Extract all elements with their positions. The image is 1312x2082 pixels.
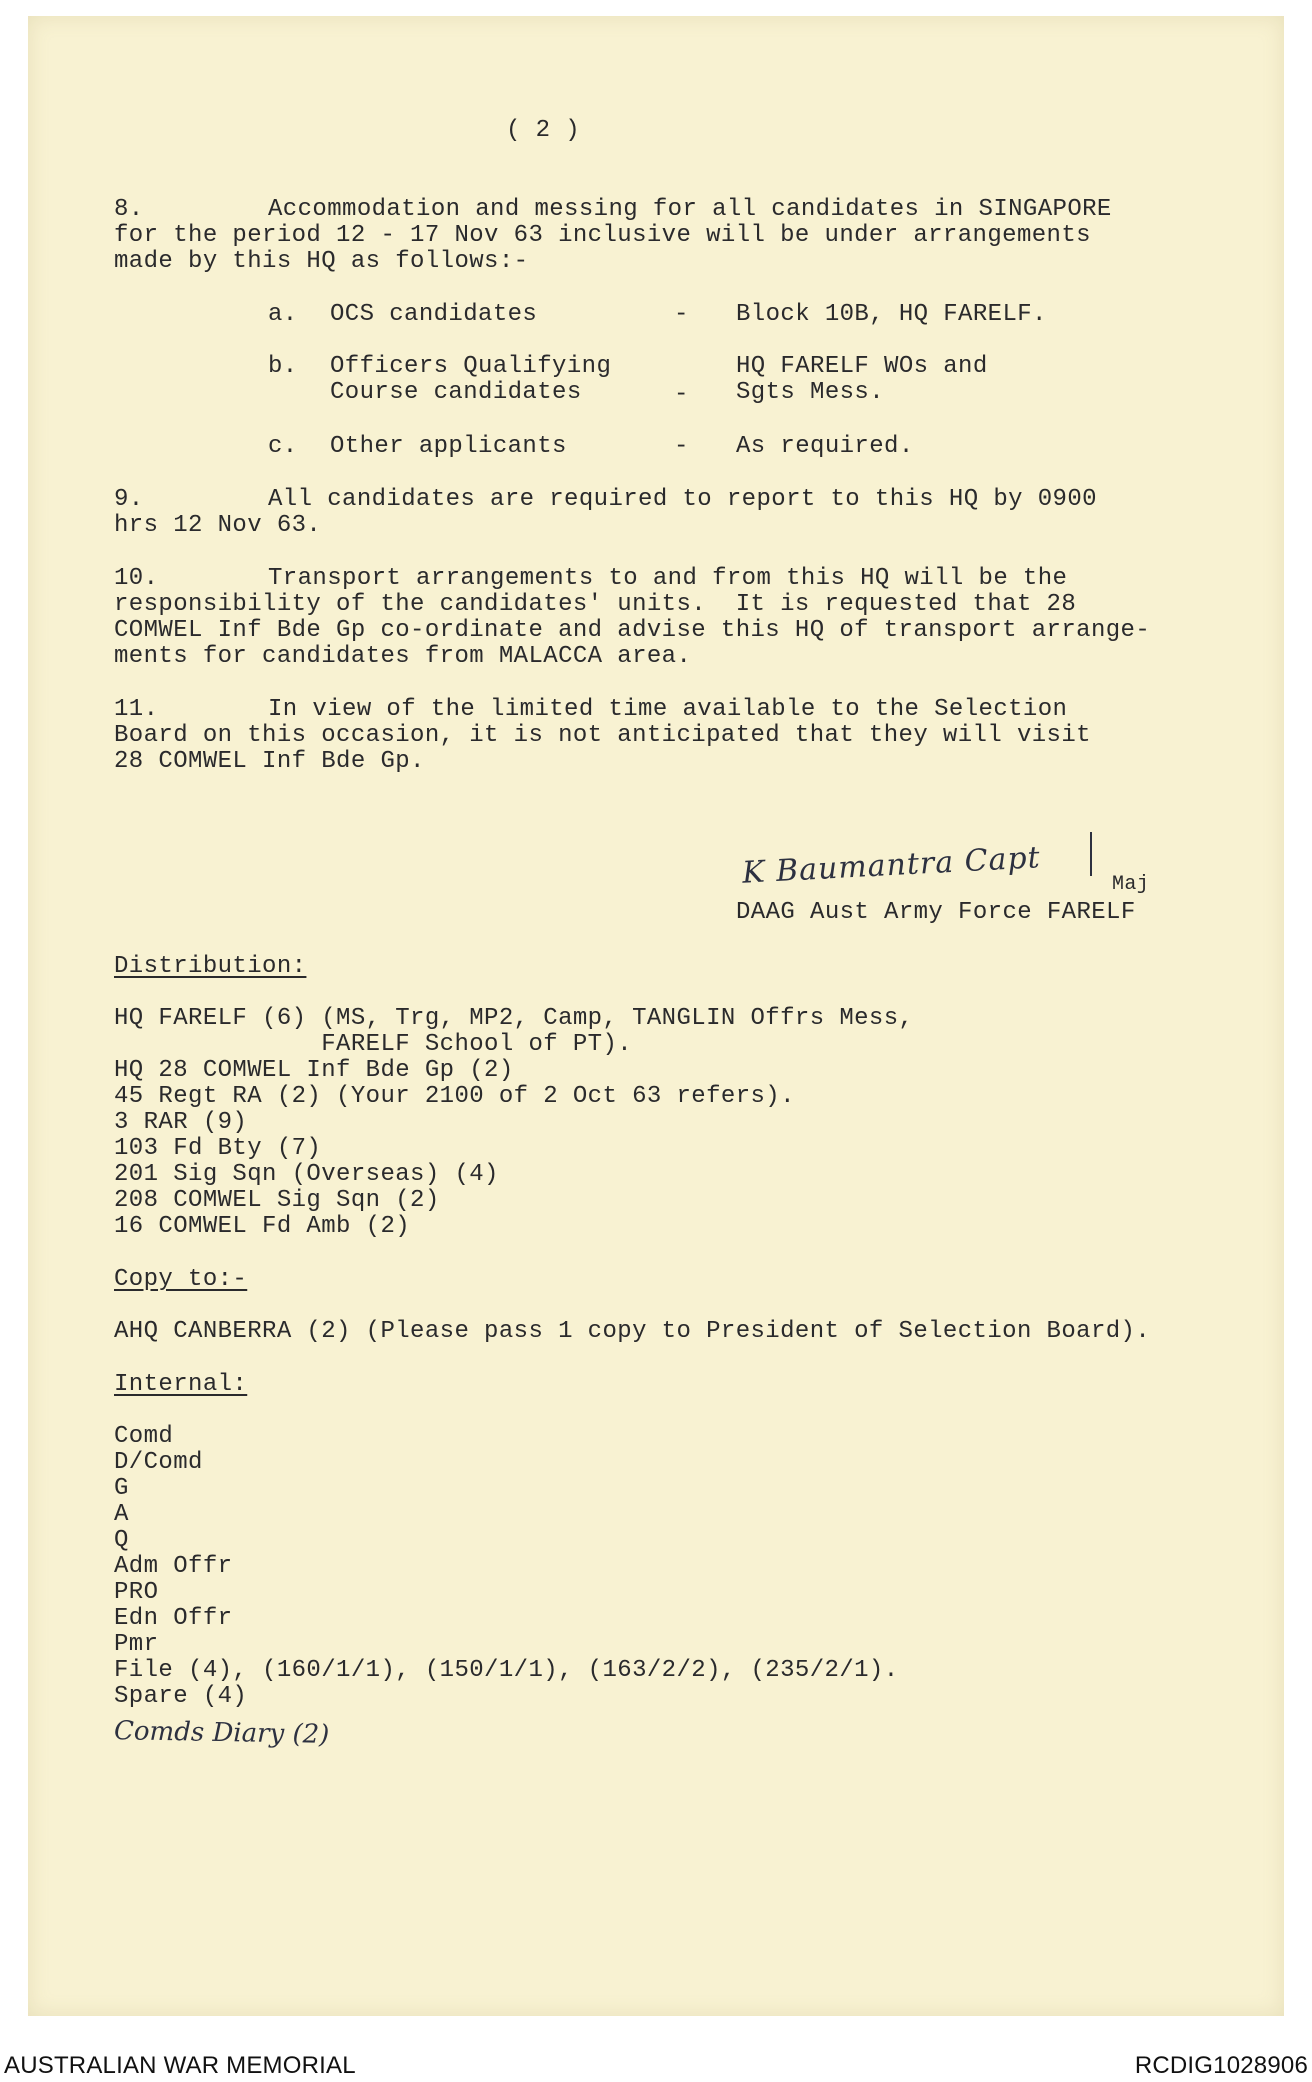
para8-item-where: Block 10B, HQ FARELF. xyxy=(736,301,1047,328)
para8-item-who: Course candidates xyxy=(330,379,582,406)
page-number: ( 2 ) xyxy=(506,117,581,144)
copy-to-heading: Copy to:- xyxy=(114,1266,248,1293)
signature-stroke xyxy=(1090,832,1092,876)
para10-line: COMWEL Inf Bde Gp co-ordinate and advise this HQ of transport arrange- xyxy=(114,617,1151,644)
internal-line: A xyxy=(114,1501,129,1528)
distribution-line: 208 COMWEL Sig Sqn (2) xyxy=(114,1187,440,1214)
distribution-line: 16 COMWEL Fd Amb (2) xyxy=(114,1213,411,1240)
internal-line: File (4), (160/1/1), (150/1/1), (163/2/2), (235/2/1). xyxy=(114,1657,899,1684)
distribution-line: 103 Fd Bty (7) xyxy=(114,1135,322,1162)
para8-item-where: Sgts Mess. xyxy=(736,379,885,406)
internal-line: D/Comd xyxy=(114,1449,203,1476)
distribution-line: HQ FARELF (6) (MS, Trg, MP2, Camp, TANGLIN Offrs Mess, xyxy=(114,1005,914,1032)
para8-item-letter: a. xyxy=(268,301,298,328)
internal-line: Edn Offr xyxy=(114,1605,233,1632)
internal-line: Spare (4) xyxy=(114,1683,248,1710)
para8-item-letter: b. xyxy=(268,353,298,380)
distribution-heading: Distribution: xyxy=(114,953,307,980)
internal-line: Adm Offr xyxy=(114,1553,233,1580)
distribution-line: FARELF School of PT). xyxy=(114,1031,633,1058)
para9-line: hrs 12 Nov 63. xyxy=(114,512,322,539)
para8-item-dash: - xyxy=(674,301,689,328)
distribution-line: 45 Regt RA (2) (Your 2100 of 2 Oct 63 refers). xyxy=(114,1083,795,1110)
footer-source: AUSTRALIAN WAR MEMORIAL xyxy=(4,2052,356,2079)
para10-line: ments for candidates from MALACCA area. xyxy=(114,643,692,670)
para8-line: made by this HQ as follows:- xyxy=(114,248,529,275)
para8-number: 8. xyxy=(114,196,144,223)
footer-id: RCDIG1028906 xyxy=(1134,2052,1308,2079)
internal-line: Pmr xyxy=(114,1631,159,1658)
para8-item-dash: - xyxy=(674,381,689,408)
handwritten-note: Comds Diary (2) xyxy=(113,1716,330,1750)
para9-number: 9. xyxy=(114,486,144,513)
para11-line: In view of the limited time available to the Selection xyxy=(268,696,1068,723)
para8-item-who: Other applicants xyxy=(330,433,567,460)
para11-line: Board on this occasion, it is not anticipated that they will visit xyxy=(114,722,1091,749)
para11-number: 11. xyxy=(114,696,159,723)
copy-to-line: AHQ CANBERRA (2) (Please pass 1 copy to President of Selection Board). xyxy=(114,1318,1151,1345)
para8-item-where: HQ FARELF WOs and xyxy=(736,353,988,380)
para8-line: for the period 12 - 17 Nov 63 inclusive will be under arrangements xyxy=(114,222,1091,249)
internal-heading: Internal: xyxy=(114,1371,248,1398)
internal-line: Q xyxy=(114,1527,129,1554)
para11-line: 28 COMWEL Inf Bde Gp. xyxy=(114,748,425,775)
distribution-line: HQ 28 COMWEL Inf Bde Gp (2) xyxy=(114,1057,514,1084)
para8-line: Accommodation and messing for all candidates in SINGAPORE xyxy=(268,196,1112,223)
para10-line: Transport arrangements to and from this HQ will be the xyxy=(268,565,1068,592)
distribution-line: 3 RAR (9) xyxy=(114,1109,248,1136)
para10-number: 10. xyxy=(114,565,159,592)
handwritten-signature: K Baumantra Capt xyxy=(741,840,1042,891)
signature-rank: Maj xyxy=(1112,873,1150,896)
distribution-line: 201 Sig Sqn (Overseas) (4) xyxy=(114,1161,499,1188)
para8-item-dash: - xyxy=(674,433,689,460)
para8-item-who: Officers Qualifying xyxy=(330,353,612,380)
para8-item-who: OCS candidates xyxy=(330,301,538,328)
internal-line: G xyxy=(114,1475,129,1502)
internal-line: PRO xyxy=(114,1579,159,1606)
para10-line: responsibility of the candidates' units. It is requested that 28 xyxy=(114,591,1077,618)
para8-item-where: As required. xyxy=(736,433,914,460)
para8-item-letter: c. xyxy=(268,433,298,460)
internal-line: Comd xyxy=(114,1423,174,1450)
para9-line: All candidates are required to report to this HQ by 0900 xyxy=(268,486,1097,513)
signature-title: DAAG Aust Army Force FARELF xyxy=(736,899,1136,926)
